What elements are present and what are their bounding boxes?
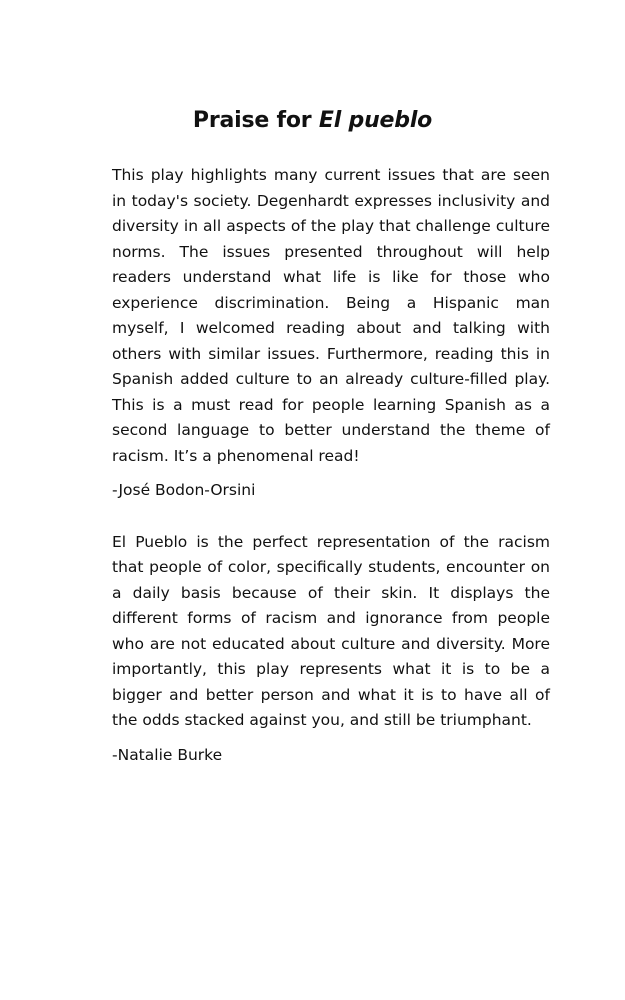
review-attribution-2: -Natalie Burke [112, 745, 223, 764]
title-prefix: Praise for [192, 108, 319, 133]
review-attribution-1: -José Bodon-Orsini [112, 481, 256, 499]
title-book-name: El pueblo [318, 108, 433, 133]
review-text-1: This play highlights many current issues that are seen in today's society. Degenhardt expresses inclusivity and diversity in all aspects of the play that challenge culture norms. The issues presented throughout will help readers understand what life is like for those who experience discrimination. Being a Hispanic man myself, I welcomed reading about and talking with others with similar issues. Furthermore, reading this in Spanish added culture to an already culture-filled play. This is a must read for people learning Spanish as a second language to better understand the theme of racism. It’s a phenomenal read! [112, 166, 550, 465]
review-text-2: El Pueblo is the perfect representation of the racism that people of color, specifically students, encounter on a daily basis because of their skin. It displays the different forms of racism and ignorance from people who are not educated about culture and diversity. More importantly, this play represents what it is to be a bigger and better person and what it is to have all of the odds stacked against you, and still be triumphant. [112, 532, 550, 729]
page-title [0, 106, 625, 136]
praise-section [112, 163, 550, 768]
